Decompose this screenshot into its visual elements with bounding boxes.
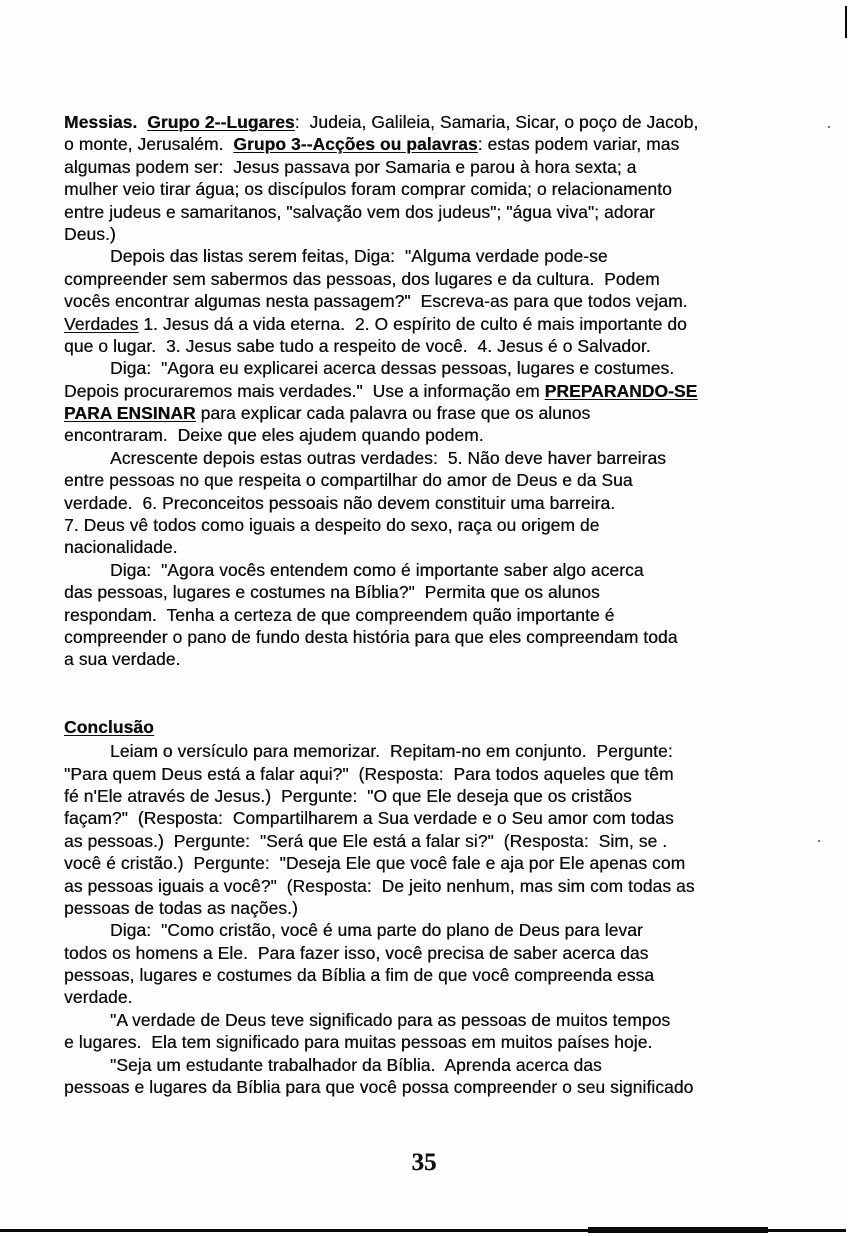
emphasized-text: Grupo 2--Lugares <box>147 112 295 132</box>
text-segment: vocês encontrar algumas nesta passagem?" Escreva-as para que todos vejam. <box>64 291 688 312</box>
text-line <box>64 604 804 626</box>
paragraph-preparando-se <box>64 357 804 447</box>
text-line <box>64 581 804 603</box>
text-segment: e lugares. Ela tem significado para muitas pessoas em muitos países hoje. <box>64 1032 653 1053</box>
text-segment: as pessoas.) Pergunte: "Será que Ele está a falar si?" (Resposta: Sim, se . <box>64 830 668 851</box>
text-line <box>64 492 804 514</box>
text-segment: 7. Deus vê todos como iguais a despeito do sexo, raça ou origem de <box>64 515 600 536</box>
text-segment: 1. Jesus dá a vida eterna. 2. O espírito de culto é mais importante do <box>138 313 687 334</box>
text-line <box>64 290 804 312</box>
text-segment: Depois das listas serem feitas, Diga: "Alguma verdade pode-se <box>110 246 608 267</box>
text-segment: das pessoas, lugares e costumes na Bíblia?" Permita que os alunos <box>64 582 600 603</box>
page-number: 35 <box>411 1149 437 1176</box>
text-line <box>64 648 804 670</box>
text-line <box>64 268 804 290</box>
text-segment: que o lugar. 3. Jesus sabe tudo a respeito de você. 4. Jesus é o Salvador. <box>64 335 651 356</box>
text-line <box>64 223 804 245</box>
text-segment: : estas podem variar, mas <box>477 134 680 155</box>
text-segment <box>137 112 147 132</box>
text-line <box>64 1054 804 1076</box>
text-line <box>64 986 804 1008</box>
text-line <box>64 852 804 874</box>
section-heading-conclusao <box>64 716 804 738</box>
text-line <box>64 424 804 446</box>
text-line <box>64 559 804 581</box>
text-line <box>64 785 804 807</box>
text-segment: pessoas, lugares e costumes da Bíblia a fim de que você compreenda essa <box>64 965 655 986</box>
paragraph-verdades <box>64 245 804 357</box>
text-segment: respondam. Tenha a certeza de que compreendem quão importante é <box>64 604 615 625</box>
text-segment: Deus.) <box>64 223 116 244</box>
paragraph-pano-de-fundo <box>64 559 804 671</box>
text-line <box>64 830 804 852</box>
text-line <box>64 807 804 829</box>
text-line <box>64 447 804 469</box>
text-line <box>64 111 804 133</box>
paragraph-perguntas <box>64 740 804 919</box>
text-segment: verdade. 6. Preconceitos pessoais não devem constituir uma barreira. <box>64 492 616 513</box>
text-segment: a sua verdade. <box>64 649 181 670</box>
text-segment: pessoas de todas as nações.) <box>64 897 298 918</box>
text-segment: pessoas e lugares da Bíblia para que você possa compreender o seu significado <box>64 1077 694 1098</box>
text-segment: Leiam o versículo para memorizar. Repitam-no em conjunto. Pergunte: <box>110 741 673 762</box>
text-segment: verdade. <box>64 987 133 1008</box>
text-segment: entre judeus e samaritanos, "salvação vem dos judeus"; "água viva"; adorar <box>64 201 655 222</box>
text-line <box>64 514 804 536</box>
text-segment: as pessoas iguais a você?" (Resposta: De jeito nenhum, mas sim com todas as <box>64 875 695 896</box>
paragraph-grupos <box>64 111 804 245</box>
scan-speck <box>828 126 830 128</box>
text-segment: Depois procuraremos mais verdades." Use a informação em <box>64 380 545 401</box>
scan-speck <box>818 840 820 842</box>
text-line <box>64 1076 804 1098</box>
text-line <box>64 942 804 964</box>
text-line <box>64 245 804 267</box>
text-line <box>64 626 804 648</box>
scan-artifact-corner-tick <box>845 6 847 38</box>
text-line <box>64 875 804 897</box>
text-segment: "Seja um estudante trabalhador da Bíblia. Aprenda acerca das <box>110 1054 602 1075</box>
text-segment: entre pessoas no que respeita o compartilhar do amor de Deus e da Sua <box>64 470 633 491</box>
text-line <box>64 357 804 379</box>
text-line <box>64 716 804 738</box>
text-segment: para explicar cada palavra ou frase que os alunos <box>195 403 591 424</box>
paragraph-verdade-de-deus <box>64 1009 804 1054</box>
text-segment: o monte, Jerusalém. <box>64 134 234 155</box>
text-segment: encontraram. Deixe que eles ajudem quando podem. <box>64 425 484 446</box>
text-line <box>64 178 804 200</box>
text-segment: Diga: "Como cristão, você é uma parte do plano de Deus para levar <box>110 920 643 941</box>
text-line <box>64 740 804 762</box>
paragraph-estudante <box>64 1054 804 1099</box>
text-segment: nacionalidade. <box>64 537 178 558</box>
paragraph-outras-verdades <box>64 447 804 559</box>
text-segment: Diga: "Agora vocês entendem como é importante saber algo acerca <box>110 559 644 580</box>
text-segment: Diga: "Agora eu explicarei acerca dessas pessoas, lugares e costumes. <box>110 358 675 379</box>
emphasized-text: Grupo 3--Acções ou palavras <box>233 134 478 155</box>
text-line <box>64 919 804 941</box>
text-segment: algumas podem ser: Jesus passava por Samaria e parou à hora sexta; a <box>64 156 637 177</box>
text-segment: façam?" (Resposta: Compartilharem a Sua verdade e o Seu amor com todas <box>64 808 674 829</box>
scan-artifact-bottom-blob <box>588 1227 768 1233</box>
emphasized-text: Conclusão <box>64 716 154 737</box>
text-segment: todos os homens a Ele. Para fazer isso, você precisa de saber acerca das <box>64 942 649 963</box>
text-line <box>64 763 804 785</box>
text-line <box>64 133 804 155</box>
text-segment: : Judeia, Galileia, Samaria, Sicar, o poço de Jacob, <box>294 112 699 132</box>
text-line <box>64 1009 804 1031</box>
text-segment: Acrescente depois estas outras verdades: 5. Não deve haver barreiras <box>110 447 666 468</box>
text-line <box>64 964 804 986</box>
text-line <box>64 335 804 357</box>
emphasized-text: Verdades <box>64 313 139 334</box>
text-line <box>64 1031 804 1053</box>
text-segment: você é cristão.) Pergunte: "Deseja Ele que você fale e aja por Ele apenas com <box>64 853 686 874</box>
text-line <box>64 536 804 558</box>
text-line <box>64 380 804 402</box>
text-segment: fé n'Ele através de Jesus.) Pergunte: "O que Ele deseja que os cristãos <box>64 785 632 806</box>
text-segment: mulher veio tirar água; os discípulos foram comprar comida; o relacionamento <box>64 179 672 200</box>
emphasized-text: PARA ENSINAR <box>64 403 196 424</box>
text-line <box>64 313 804 335</box>
text-segment: "A verdade de Deus teve significado para as pessoas de muitos tempos <box>110 1009 671 1030</box>
text-line <box>64 402 804 424</box>
page-text <box>64 111 804 1098</box>
text-line <box>64 201 804 223</box>
emphasized-text: Messias. <box>64 112 138 132</box>
text-segment: compreender sem sabermos das pessoas, dos lugares e da cultura. Podem <box>64 268 660 289</box>
emphasized-text: PREPARANDO-SE <box>544 380 698 401</box>
paragraph-plano-de-deus <box>64 919 804 1009</box>
text-line <box>64 156 804 178</box>
text-line <box>64 469 804 491</box>
text-segment: "Para quem Deus está a falar aqui?" (Resposta: Para todos aqueles que têm <box>64 763 674 784</box>
text-segment: compreender o pano de fundo desta história para que eles compreendam toda <box>64 626 678 647</box>
text-line <box>64 897 804 919</box>
